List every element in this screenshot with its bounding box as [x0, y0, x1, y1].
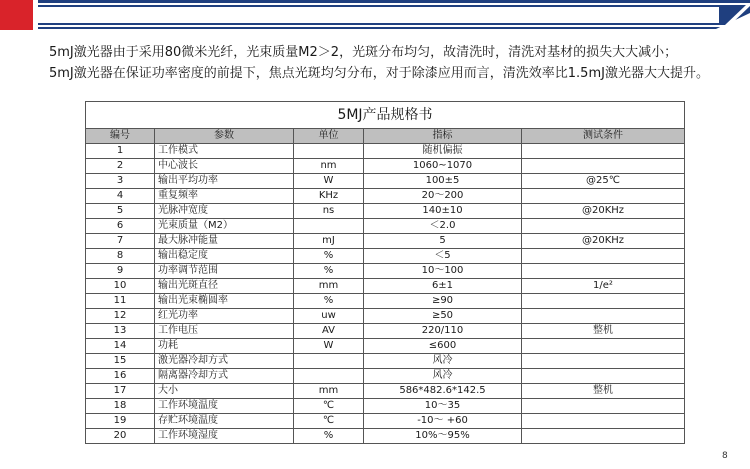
table-row	[86, 399, 685, 414]
cell-spec: -10～ +60	[364, 414, 522, 429]
cell-parameter: 输出稳定度	[155, 249, 294, 264]
table-row	[86, 204, 685, 219]
cell-test-condition	[522, 159, 685, 174]
cell-spec: 20～200	[364, 189, 522, 204]
cell-unit	[294, 219, 364, 234]
cell-test-condition	[522, 369, 685, 384]
cell-number: 11	[86, 294, 155, 309]
cell-unit: mm	[294, 384, 364, 399]
cell-unit: %	[294, 249, 364, 264]
cell-parameter: 存贮环境温度	[155, 414, 294, 429]
cell-number: 4	[86, 189, 155, 204]
cell-parameter: 功耗	[155, 339, 294, 354]
cell-test-condition: @25℃	[522, 174, 685, 189]
cell-number: 12	[86, 309, 155, 324]
cell-spec: 1060~1070	[364, 159, 522, 174]
table-row	[86, 159, 685, 174]
cell-parameter: 最大脉冲能量	[155, 234, 294, 249]
cell-spec: 6±1	[364, 279, 522, 294]
cell-parameter: 工作模式	[155, 144, 294, 159]
header-cell-spec: 指标	[364, 129, 522, 144]
cell-test-condition	[522, 339, 685, 354]
cell-parameter: 大小	[155, 384, 294, 399]
cell-spec: 220/110	[364, 324, 522, 339]
cell-spec: 随机偏振	[364, 144, 522, 159]
table-row	[86, 369, 685, 384]
cell-unit	[294, 144, 364, 159]
header-cell-number: 编号	[86, 129, 155, 144]
table-row	[86, 354, 685, 369]
table-row	[86, 264, 685, 279]
cell-parameter: 工作电压	[155, 324, 294, 339]
cell-unit: ns	[294, 204, 364, 219]
cell-unit: mJ	[294, 234, 364, 249]
cell-unit	[294, 369, 364, 384]
cell-spec: 10～35	[364, 399, 522, 414]
cell-parameter: 输出平均功率	[155, 174, 294, 189]
cell-test-condition	[522, 294, 685, 309]
cell-unit: W	[294, 339, 364, 354]
table-row	[86, 309, 685, 324]
cell-number: 10	[86, 279, 155, 294]
header-cell-unit: 单位	[294, 129, 364, 144]
cell-number: 3	[86, 174, 155, 189]
header-cell-parameter: 参数	[155, 129, 294, 144]
cell-number: 18	[86, 399, 155, 414]
header-white-panel	[38, 7, 719, 23]
cell-unit	[294, 354, 364, 369]
cell-number: 13	[86, 324, 155, 339]
cell-number: 2	[86, 159, 155, 174]
cell-test-condition: 1/e²	[522, 279, 685, 294]
table-row	[86, 279, 685, 294]
cell-spec: 5	[364, 234, 522, 249]
cell-unit: KHz	[294, 189, 364, 204]
cell-number: 1	[86, 144, 155, 159]
cell-parameter: 输出光斑直径	[155, 279, 294, 294]
cell-spec: ≥90	[364, 294, 522, 309]
cell-test-condition	[522, 429, 685, 444]
table-title: 5MJ产品规格书	[86, 102, 685, 129]
cell-unit: %	[294, 429, 364, 444]
cell-parameter: 输出光束椭圆率	[155, 294, 294, 309]
header-banner	[0, 0, 750, 32]
cell-parameter: 重复频率	[155, 189, 294, 204]
intro-text	[49, 42, 729, 84]
table-row	[86, 414, 685, 429]
cell-parameter: 工作环境温度	[155, 399, 294, 414]
table-row	[86, 294, 685, 309]
cell-spec: 10～100	[364, 264, 522, 279]
cell-unit: W	[294, 174, 364, 189]
table-row	[86, 249, 685, 264]
cell-unit: nm	[294, 159, 364, 174]
cell-number: 9	[86, 264, 155, 279]
page-number: 8	[722, 451, 728, 461]
cell-test-condition	[522, 249, 685, 264]
cell-unit: %	[294, 264, 364, 279]
table-row	[86, 384, 685, 399]
table-body	[86, 144, 685, 444]
cell-number: 20	[86, 429, 155, 444]
cell-spec: 风冷	[364, 369, 522, 384]
cell-number: 8	[86, 249, 155, 264]
cell-unit: AV	[294, 324, 364, 339]
cell-unit: ℃	[294, 414, 364, 429]
cell-spec: 586*482.6*142.5	[364, 384, 522, 399]
cell-test-condition	[522, 414, 685, 429]
cell-spec: ＜2.0	[364, 219, 522, 234]
cell-spec: ≤600	[364, 339, 522, 354]
cell-spec: 100±5	[364, 174, 522, 189]
table-row	[86, 234, 685, 249]
cell-number: 6	[86, 219, 155, 234]
cell-parameter: 激光器冷却方式	[155, 354, 294, 369]
table-row	[86, 189, 685, 204]
cell-parameter: 红光功率	[155, 309, 294, 324]
cell-spec: 风冷	[364, 354, 522, 369]
cell-spec: 140±10	[364, 204, 522, 219]
cell-number: 19	[86, 414, 155, 429]
spec-table	[85, 101, 685, 444]
cell-unit: uw	[294, 309, 364, 324]
table-row	[86, 144, 685, 159]
cell-unit: mm	[294, 279, 364, 294]
cell-unit: %	[294, 294, 364, 309]
intro-line-2: 5mJ激光器在保证功率密度的前提下，焦点光斑均匀分布，对于除漆应用而言，清洗效率比1.5mJ激光器大大提升。	[49, 66, 709, 81]
cell-spec: ＜5	[364, 249, 522, 264]
cell-spec: ≥50	[364, 309, 522, 324]
cell-test-condition	[522, 219, 685, 234]
cell-number: 15	[86, 354, 155, 369]
cell-test-condition	[522, 144, 685, 159]
cell-test-condition	[522, 399, 685, 414]
table-row	[86, 324, 685, 339]
table-header-row	[86, 129, 685, 144]
cell-parameter: 光脉冲宽度	[155, 204, 294, 219]
cell-parameter: 功率调节范围	[155, 264, 294, 279]
cell-spec: 10%～95%	[364, 429, 522, 444]
cell-test-condition	[522, 264, 685, 279]
cell-parameter: 中心波长	[155, 159, 294, 174]
cell-number: 5	[86, 204, 155, 219]
cell-parameter: 光束质量（M2）	[155, 219, 294, 234]
cell-test-condition	[522, 189, 685, 204]
header-cell-test-condition: 测试条件	[522, 129, 685, 144]
cell-parameter: 工作环境湿度	[155, 429, 294, 444]
cell-test-condition	[522, 309, 685, 324]
cell-number: 16	[86, 369, 155, 384]
cell-test-condition: 整机	[522, 324, 685, 339]
cell-test-condition: 整机	[522, 384, 685, 399]
cell-test-condition: @20KHz	[522, 204, 685, 219]
table-row	[86, 339, 685, 354]
table-row	[86, 219, 685, 234]
header-red-block	[0, 0, 33, 30]
cell-test-condition: @20KHz	[522, 234, 685, 249]
cell-number: 7	[86, 234, 155, 249]
cell-number: 14	[86, 339, 155, 354]
cell-parameter: 隔离器冷却方式	[155, 369, 294, 384]
table-row	[86, 174, 685, 189]
cell-unit: ℃	[294, 399, 364, 414]
cell-test-condition	[522, 354, 685, 369]
intro-line-1: 5mJ激光器由于采用80微米光纤，光束质量M2＞2，光斑分布均匀，故清洗时，清洗对基材的损失大大减小；	[49, 45, 678, 60]
table-row	[86, 429, 685, 444]
cell-number: 17	[86, 384, 155, 399]
